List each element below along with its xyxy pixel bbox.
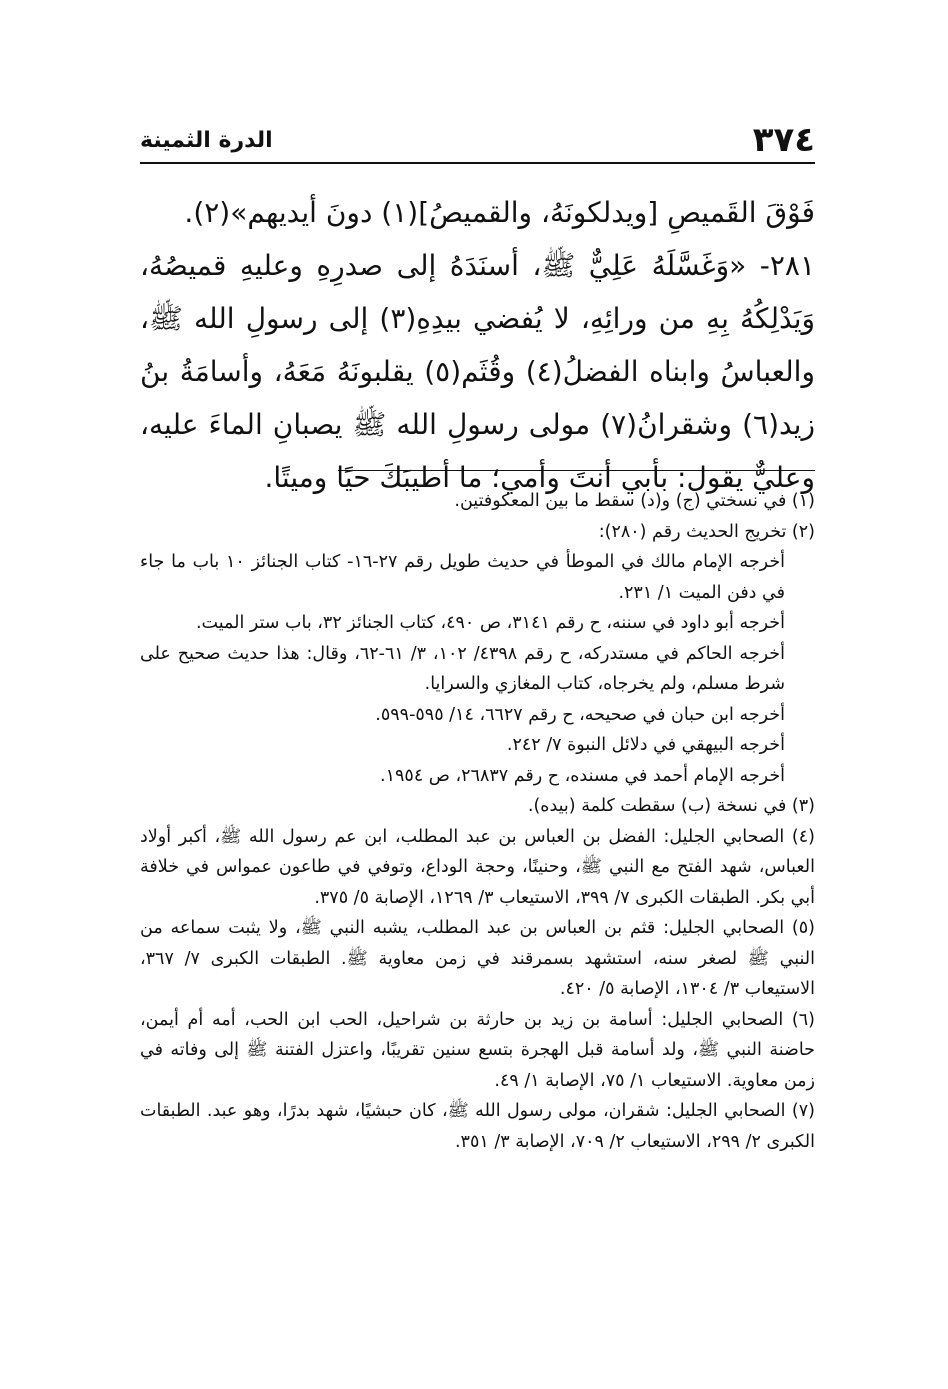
main-line-1: فَوْقَ القَميصِ [ويدلكونَهُ، والقميصُ](١) دونَ أيديهم»(٢). xyxy=(184,196,815,229)
footnote-paragraph: أخرجه البيهقي في دلائل النبوة ٧/ ٢٤٢. xyxy=(506,735,785,755)
footnote-paragraph: (٢) تخريج الحديث رقم (٢٨٠): xyxy=(598,521,815,542)
hadith-281: ٢٨١- «وَغَسَّلَهُ عَلِيٌّ ﷺ، أسنَدَهُ إلى صدرِهِ وعليهِ قميصُهُ، وَيَدْلِكُهُ بِهِ من ورائِهِ، لا يُفضي بيدِهِ(٣) إلى رسولِ الله ﷺ، والعباسُ وابناه الفضلُ(٤) وقُثَم(٥) يقلبونَهُ مَعَهُ، وأسامَةُ بنُ زيد(٦) وشقرانُ(٧) مولى رسولِ الله ﷺ يصبانِ الماءَ عليه، وعليٌّ يقول: بأبي أنتَ وأمي؛ ما أطيبَكَ حيًا وميتًا. xyxy=(140,249,816,494)
footnote-paragraph: (١) في نسختي (ج) و(د) سقط ما بين المعكوفتين. xyxy=(454,491,815,511)
page-header xyxy=(140,118,815,164)
footnote-paragraph: أخرجه الإمام مالك في الموطأ في حديث طويل رقم ٢٧-١٦- كتاب الجنائز ١٠ باب ما جاء في دفن الميت ١/ ٢٣١. xyxy=(140,552,785,603)
page-number: ٣٧٤ xyxy=(752,120,815,160)
footnote-paragraph: أخرجه ابن حبان في صحيحه، ح رقم ٦٦٢٧، ١٤/ ٥٩٥-٥٩٩. xyxy=(375,704,785,725)
footnote-paragraph: (٤) الصحابي الجليل: الفضل بن العباس بن عبد المطلب، ابن عم رسول الله ﷺ، أكبر أولاد العباس، شهد الفتح مع النبي ﷺ، وحنينًا، وحجة الوداع، وتوفي في طاعون عمواس في خلافة أبي بكر. الطبقات الكبرى ٧/ ٣٩٩، الاستيعاب ٣/ ١٢٦٩، الإصابة ٥/ ٣٧٥. xyxy=(140,826,815,908)
footnote-paragraph: (٥) الصحابي الجليل: قثم بن العباس بن عبد المطلب، يشبه النبي ﷺ، ولا يثبت سماعه من النبي ﷺ لصغر سنه، استشهد بسمرقند في زمن معاوية ﷺ. الطبقات الكبرى ٧/ ٣٦٧، الاستيعاب ٣/ ١٣٠٤، الإصابة ٥/ ٤٢٠. xyxy=(140,918,815,999)
footnote-paragraph: (٣) في نسخة (ب) سقطت كلمة (بيده). xyxy=(527,796,815,816)
footnotes xyxy=(140,486,815,1157)
footnote-paragraph: أخرجه أبو داود في سننه، ح رقم ٣١٤١، ص ٤٩٠، كتاب الجنائز ٣٢، باب ستر الميت. xyxy=(195,613,785,633)
footnote-paragraph: أخرجه الإمام أحمد في مسنده، ح رقم ٢٦٨٣٧، ص ١٩٥٤. xyxy=(380,765,785,786)
footnote-paragraph: أخرجه الحاكم في مستدركه، ح رقم ٤٣٩٨/ ١٠٢، ٣/ ٦١-٦٢، وقال: هذا حديث صحيح على شرط مسلم، ولم يخرجاه، كتاب المغازي والسرايا. xyxy=(140,643,785,694)
footnote-separator xyxy=(338,470,815,471)
footnote-paragraph: (٦) الصحابي الجليل: أسامة بن زيد بن حارثة بن شراحيل، الحب ابن الحب، أمه أم أيمن، حاضنة النبي ﷺ، ولد أسامة قبل الهجرة بتسع سنين تقريبًا، واعتزل الفتنة ﷺ إلى وفاته في زمن معاوية. الاستيعاب ١/ ٧٥، الإصابة ١/ ٤٩. xyxy=(140,1009,815,1091)
main-text xyxy=(140,186,815,504)
running-title: الدرة الثمينة xyxy=(140,128,273,153)
footnote-paragraph: (٧) الصحابي الجليل: شقران، مولى رسول الله ﷺ، كان حبشيًا، شهد بدرًا، وهو عبد. الطبقات الكبرى ٢/ ٢٩٩، الاستيعاب ٢/ ٧٠٩، الإصابة ٣/ ٣٥١. xyxy=(140,1101,815,1152)
